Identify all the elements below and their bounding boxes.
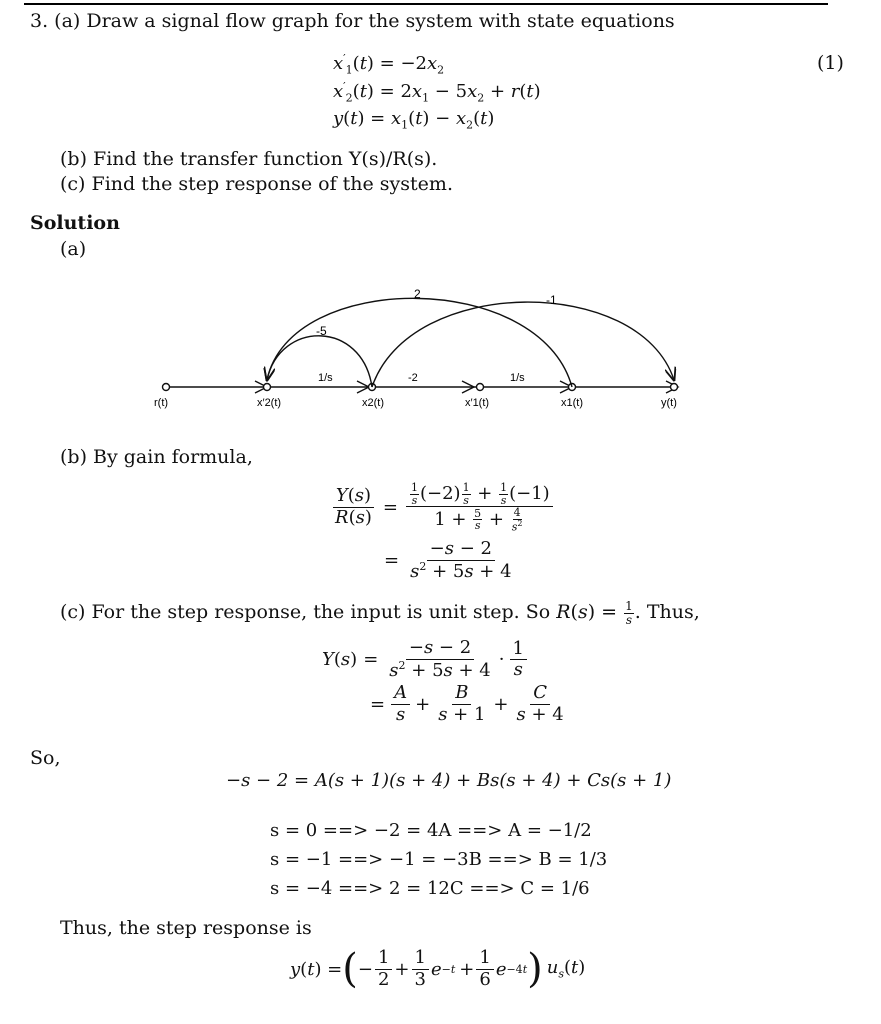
node-x2dot: [264, 384, 271, 391]
equation-number: (1): [817, 52, 844, 74]
case-s-minus4: s = −4 ==> 2 = 12C ==> C = 1/6: [270, 878, 590, 899]
gain-output-neg1: -1: [546, 293, 557, 307]
final-step-response: y(t) = ( − $\frac{1}{2}$ + $\frac{1}{3}$ e −t + $\frac{1}{6}$ e −4t ) $u_s(t)$: [290, 946, 586, 993]
state-equation-2: $x'_2(t) = 2x_1 - 5x_2 + r(t)$: [333, 80, 541, 105]
problem-header: 3. (a) Draw a signal flow graph for the system with state equations: [30, 10, 675, 32]
case-s-minus1: s = −1 ==> −1 = −3B ==> B = 1/3: [270, 849, 608, 870]
gain-feedback-neg5: -5: [316, 324, 327, 338]
label-r: r(t): [154, 397, 169, 409]
so-label: So,: [30, 747, 61, 769]
solution-heading: Solution: [30, 212, 120, 234]
case-s0: s = 0 ==> −2 = 4A ==> A = −1/2: [270, 820, 592, 841]
partial-fraction-identity: −s − 2 = A(s + 1)(s + 4) + Bs(s + 4) + Cs(s + 1): [226, 770, 672, 791]
top-rule: [24, 3, 828, 5]
thus-step-response: Thus, the step response is: [60, 917, 312, 939]
output-equation: $y(t) = x_1(t) - x_2(t)$: [333, 108, 495, 132]
gain-int1: 1/s: [318, 372, 333, 384]
node-y: [671, 384, 678, 391]
label-x1: x1(t): [561, 397, 583, 409]
label-x2: x2(t): [362, 397, 384, 409]
part-c-question: (c) Find the step response of the system.: [60, 173, 453, 195]
part-a-label: (a): [60, 238, 87, 260]
label-x2dot: x′2(t): [257, 397, 282, 409]
step-response-laplace: Y(s) = $\frac{-s - 2}{s^2 + 5s + 4}$ · $\frac{1}{s}$ = $\frac{A}{s}$ + $\frac{B}{s + 1}$ + $\frac{C}{s + 4}$: [322, 637, 564, 726]
part-b-intro: (b) By gain formula,: [60, 446, 253, 468]
gain-feedback-2: 2: [414, 287, 421, 301]
part-c-intro: (c) For the step response, the input is unit step. So R(s) = $\frac{1}{s}$ . Thus,: [60, 599, 700, 627]
label-y: y(t): [661, 397, 677, 409]
part-b-question: (b) Find the transfer function Y(s)/R(s).: [60, 148, 438, 170]
gain-int2: 1/s: [510, 372, 525, 384]
gain-neg2: -2: [408, 372, 418, 384]
transfer-function-derivation: $\frac{Y(s)}{R(s)}$ = $\frac{1}{s}$ (−2) $\frac{1}{s}$ + $\frac{1}{s}$ (−1) 1 + $\frac{5}{s}$ + $\frac{4}{s^2}$ = $\frac{-s - 2}{s^2 + 5s + 4}$: [330, 482, 555, 582]
branch-feedback-2: [267, 298, 572, 387]
node-x1dot: [477, 384, 484, 391]
state-equation-1: $x'_1(t) = -2x_2$: [333, 52, 445, 77]
signal-flow-graph: [140, 280, 700, 430]
node-r: [163, 384, 170, 391]
label-x1dot: x′1(t): [465, 397, 490, 409]
